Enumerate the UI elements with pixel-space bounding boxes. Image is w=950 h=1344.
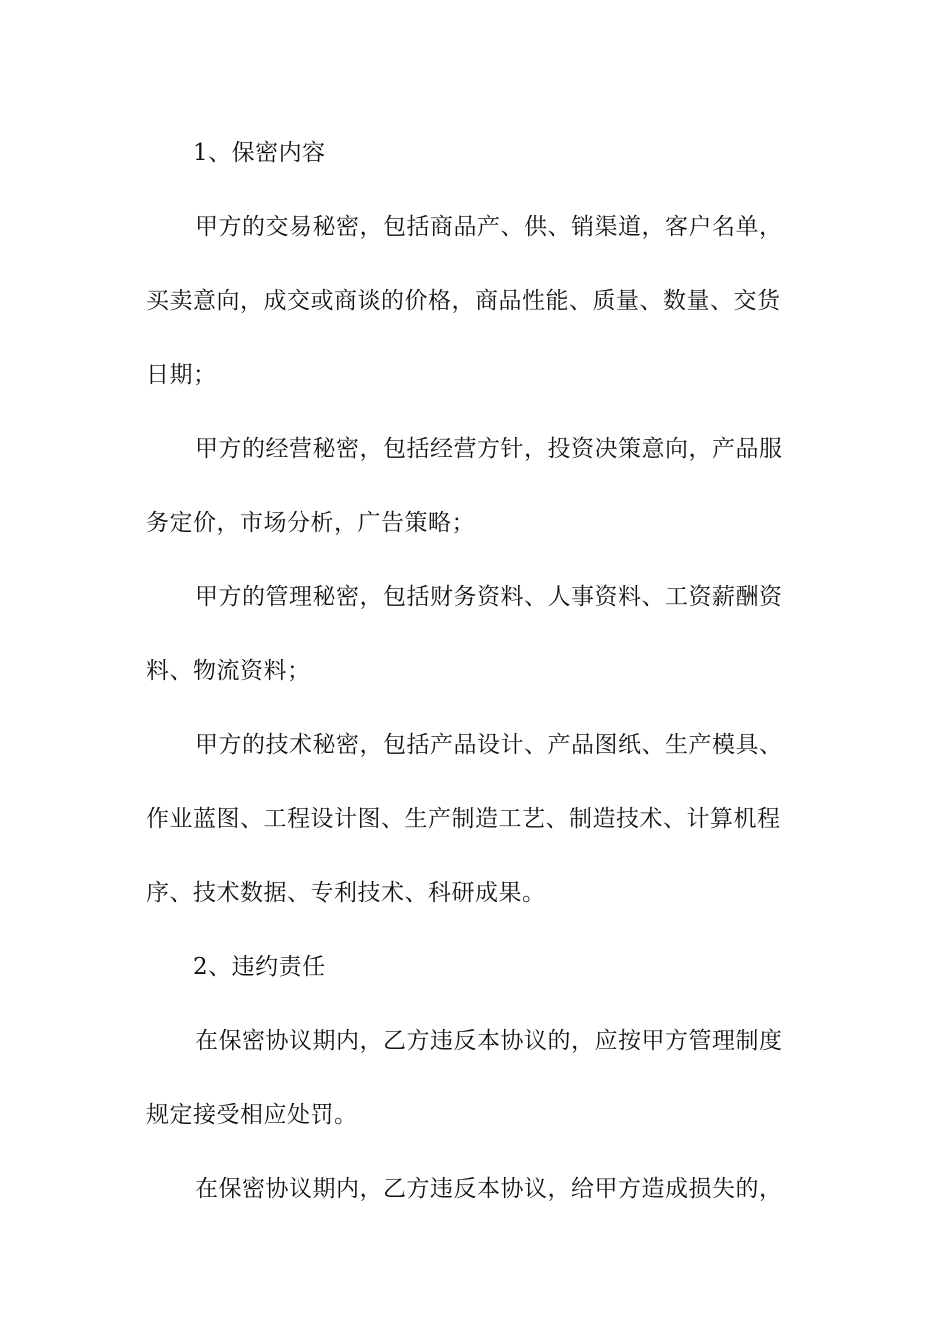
paragraph-line: 甲方的交易秘密，包括商品产、供、销渠道，客户名单， bbox=[195, 214, 783, 240]
paragraph-line: 规定接受相应处罚。 bbox=[146, 1102, 358, 1128]
paragraph-line: 买卖意向，成交或商谈的价格，商品性能、质量、数量、交货 bbox=[146, 288, 781, 314]
paragraph-line: 在保密协议期内，乙方违反本协议，给甲方造成损失的， bbox=[195, 1176, 783, 1202]
paragraph-line: 作业蓝图、工程设计图、生产制造工艺、制造技术、计算机程 bbox=[146, 806, 781, 832]
paragraph-line: 日期； bbox=[146, 362, 217, 388]
section-heading-breach-liability: 2、违约责任 bbox=[193, 954, 326, 980]
paragraph-line: 务定价，市场分析，广告策略； bbox=[146, 510, 475, 536]
paragraph-line: 在保密协议期内，乙方违反本协议的，应按甲方管理制度 bbox=[195, 1028, 783, 1054]
paragraph-line: 序、技术数据、专利技术、科研成果。 bbox=[146, 880, 546, 906]
section-heading-confidential-content: 1、保密内容 bbox=[193, 140, 326, 166]
paragraph-line: 料、物流资料； bbox=[146, 658, 311, 684]
paragraph-line: 甲方的技术秘密，包括产品设计、产品图纸、生产模具、 bbox=[195, 732, 783, 758]
paragraph-line: 甲方的经营秘密，包括经营方针，投资决策意向，产品服 bbox=[195, 436, 783, 462]
paragraph-line: 甲方的管理秘密，包括财务资料、人事资料、工资薪酬资 bbox=[195, 584, 783, 610]
